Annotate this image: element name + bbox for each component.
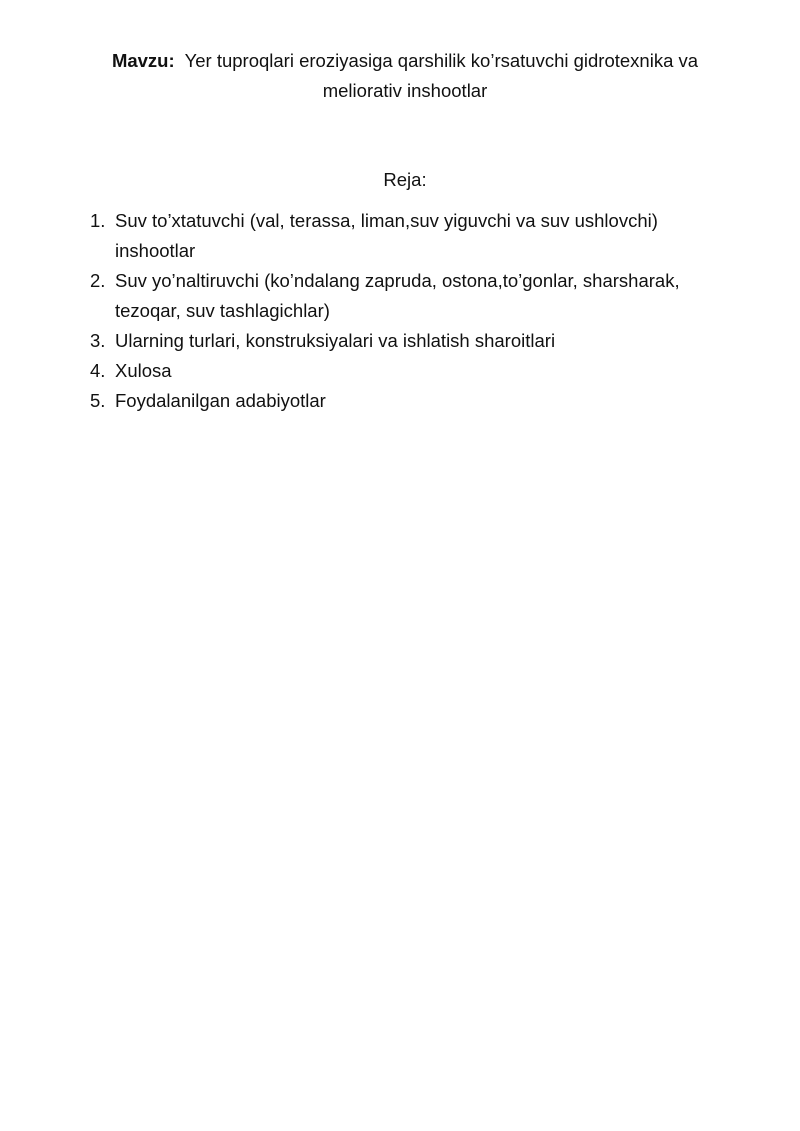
title-text: Yer tuproqlari eroziyasiga qarshilik ko’rsatuvchi gidrotexnika va meliorativ inshootlar — [184, 50, 699, 101]
document-title — [88, 46, 722, 106]
plan-item — [90, 326, 730, 356]
plan-item-text: Xulosa — [115, 360, 172, 381]
plan-item-text: Ularning turlari, konstruksiyalari va ishlatish sharoitlari — [115, 330, 556, 351]
plan-item-number: 3. — [90, 330, 106, 351]
plan-item-text: Foydalanilgan adabiyotlar — [115, 390, 326, 411]
plan-item — [90, 206, 730, 266]
plan-item-text: Suv yo’naltiruvchi (ko’ndalang zapruda, ostona,to’gonlar, sharsharak, tezoqar, suv tashlagichlar) — [115, 270, 680, 321]
plan-item-text: Suv to’xtatuvchi (val, terassa, liman,suv yiguvchi va suv ushlovchi) inshootlar — [115, 210, 658, 261]
plan-item-number: 5. — [90, 390, 106, 411]
plan-heading: Reja: — [383, 169, 427, 190]
plan-item-number: 4. — [90, 360, 106, 381]
plan-item — [90, 356, 730, 386]
plan-list — [90, 206, 730, 416]
plan-item — [90, 266, 730, 326]
title-label: Mavzu: — [111, 50, 175, 71]
plan-item-number: 2. — [90, 270, 106, 291]
plan-item — [90, 386, 730, 416]
plan-item-number: 1. — [90, 210, 106, 231]
